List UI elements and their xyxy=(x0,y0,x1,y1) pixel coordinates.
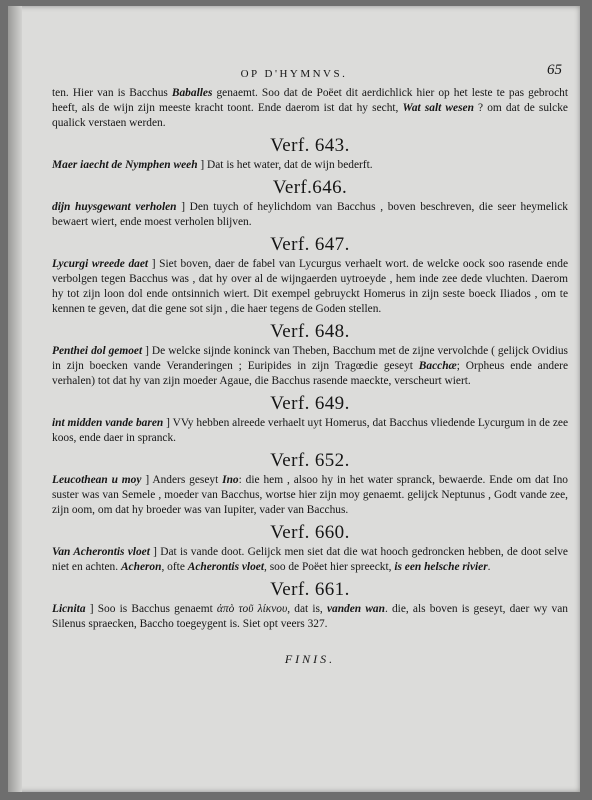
verse-heading: Verf. 660. xyxy=(270,522,350,543)
verse-note: int midden vande baren ] VVy hebben alreede verhaelt uyt Homerus, dat Bacchus vliedende Lycurgum in de zee koos, ende daer in spranck. xyxy=(52,417,568,444)
lemma: Lycurgi wreede daet xyxy=(52,258,149,270)
verse-note: Leucothean u moy ] Anders geseyt Ino: die hem , alsoo hy in het water spranck, bewaerde. Ende om dat Ino suster was van Semele , moeder van Bacchus, wortse hier zijn moy genaemt. gelijck Neptunus , Godt vande zee, zijn oom, om dat hy broeder was van Iupiter, vader van Bacchus. xyxy=(52,474,568,516)
verse-heading: Verf. 648. xyxy=(270,321,350,342)
lemma: Leucothean u moy xyxy=(52,474,142,486)
lemma: Maer iaecht de Nymphen weeh xyxy=(52,159,198,171)
verse-heading: Verf.646. xyxy=(272,177,348,198)
running-head: OP D'HYMNVS. xyxy=(240,68,348,80)
verse-heading: Verf. 647. xyxy=(270,234,350,255)
lemma: dijn huysgewant verholen xyxy=(52,201,177,213)
intro-paragraph: ten. Hier van is Bacchus Baballes genaemt. Soo dat de Poëet dit aerdichlick hier op het leste te pas gebrocht heeft, als de wijn zijn meeste kracht toont. Ende daerom ist dat hy secht, Wat salt wesen ? om dat de sulcke qualick verstaen werden. xyxy=(52,87,568,129)
page-spine-shadow xyxy=(8,6,22,792)
verse-note: dijn huysgewant verholen ] Den tuych of heylichdom van Bacchus , boven beschreven, die seer heymelick bewaert wiert, ende moest verholen blijven. xyxy=(52,201,569,228)
verse-heading: Verf. 643. xyxy=(270,135,350,156)
lemma: int midden vande baren xyxy=(52,417,164,429)
book-page xyxy=(8,6,580,792)
verse-note: Van Acherontis vloet ] Dat is vande doot. Gelijck men siet dat die wat hooch gedroncken hebben, de doot selve niet en achten. Acheron, ofte Acherontis vloet, soo de Poëet hier spreeckt, is een helsche rivier. xyxy=(52,546,568,573)
lemma: Penthei dol gemoet xyxy=(52,345,143,357)
finis: FINIS. xyxy=(284,652,336,666)
greek-word: ἀπὸ τοῦ λίκνου xyxy=(216,603,288,615)
page-number: 65 xyxy=(547,62,562,78)
verse-note: Licnita ] Soo is Bacchus genaemt ἀπὸ τοῦ λίκνου, dat is, vanden wan. die, als boven is geseyt, daer wy van Silenus spraecken, Baccho toegeygent is. Siet opt veers 327. xyxy=(52,603,568,630)
verse-heading: Verf. 649. xyxy=(270,393,350,414)
verse-heading: Verf. 661. xyxy=(270,579,350,600)
verse-note: Lycurgi wreede daet ] Siet boven, daer de fabel van Lycurgus verhaelt wort. de welcke oock soo rasende ende verbolgen tegen Bacchus was , dat hy over al de wijngaerden uytroeyde , hem inde zee dede vluchten. Daerom hy tot zijn loon dol ende ontsinnich wiert. Dit exempel gebruyckt Homerus in zijn seste boeck Iliados , om te kennen te geven, dat die gene sot sijn , die haer tegens de Goden stellen. xyxy=(52,258,568,315)
page-text xyxy=(52,86,568,667)
verse-heading: Verf. 652. xyxy=(270,450,350,471)
verse-note: Maer iaecht de Nymphen weeh ] Dat is het water, dat de wijn bederft. xyxy=(52,159,373,171)
lemma: Van Acherontis vloet xyxy=(52,546,150,558)
lemma: Licnita xyxy=(52,603,86,615)
verse-note: Penthei dol gemoet ] De welcke sijnde koninck van Theben, Bacchum met de zijne vervolchde ( gelijck Ovidius in zijn boecken vande Veranderingen ; Euripides in zijn Tragœdie geseyt Bacchæ; Orpheus ende andere verhalen) tot dat hy van zijn moeder Agaue, die Bacchus rasende maeckte, verscheurt wiert. xyxy=(52,345,568,387)
